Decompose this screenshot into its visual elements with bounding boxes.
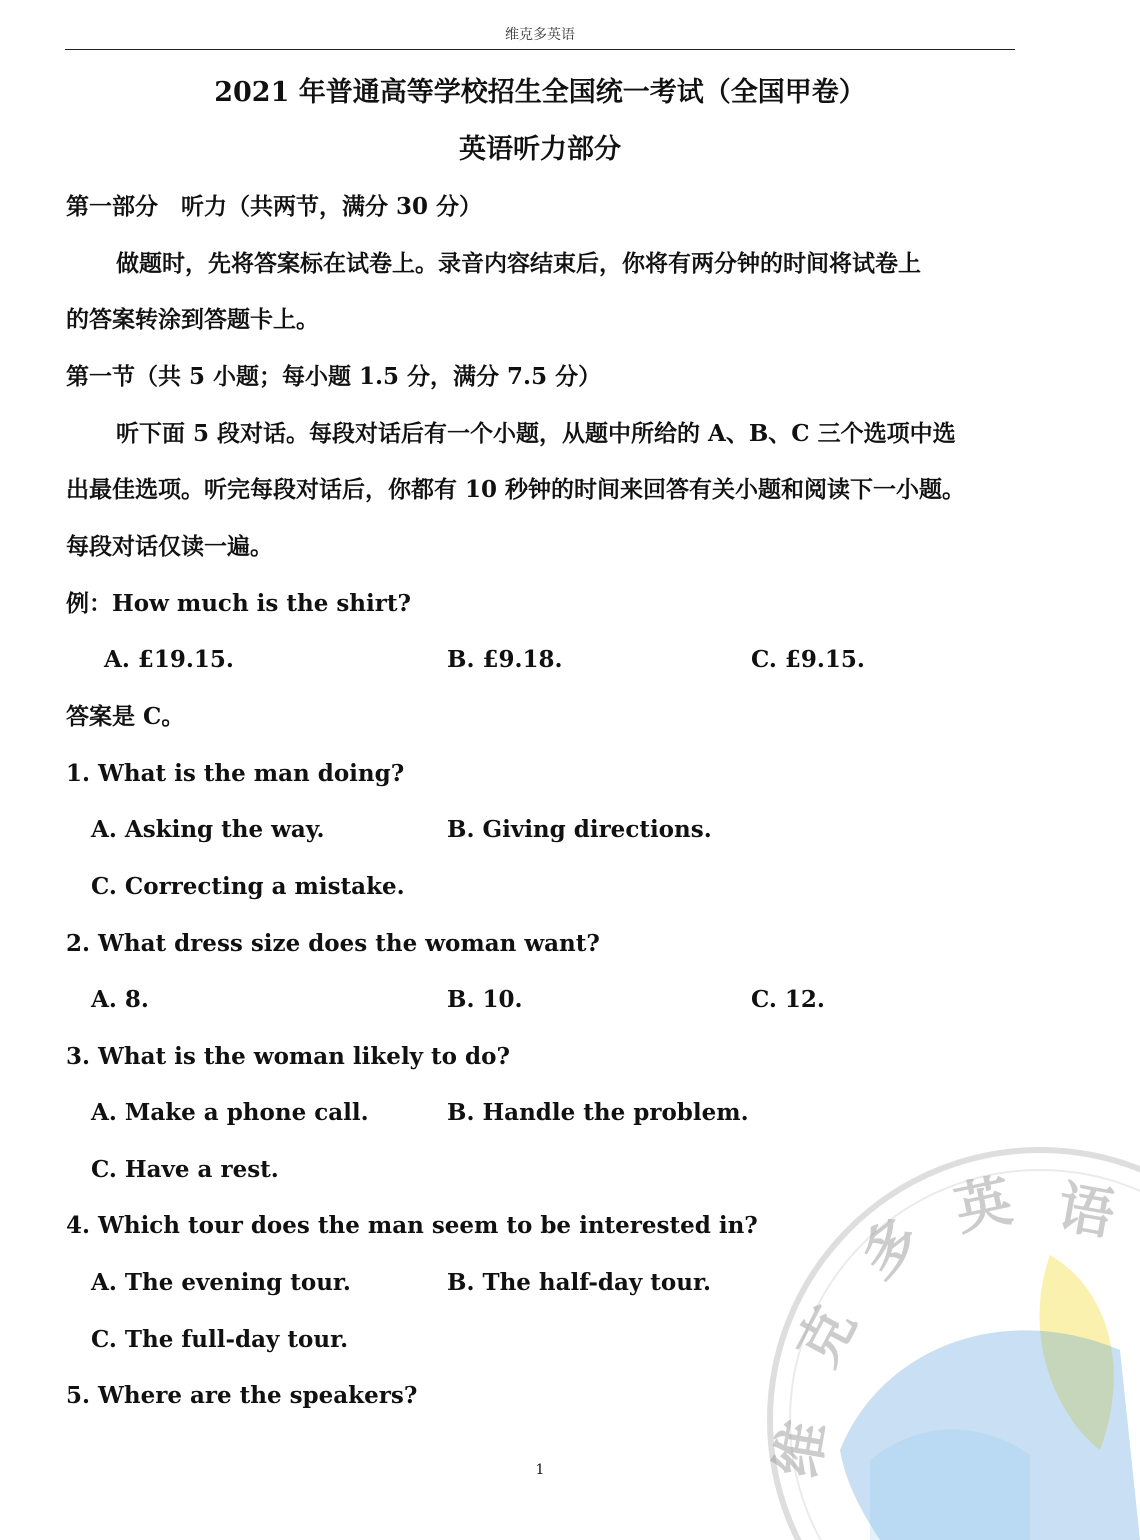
watermark-book-icon — [870, 1429, 1030, 1540]
section1-heading: 第一节（共 5 小题；每小题 1.5 分，满分 7.5 分） — [66, 363, 602, 390]
example-option-c: C. £9.15. — [751, 646, 865, 673]
question-3-option-c: C. Have a rest. — [91, 1156, 279, 1183]
exam-subtitle: 英语听力部分 — [459, 134, 621, 165]
watermark-char-4: 英 — [949, 1167, 1018, 1244]
part1-instruction-line2: 的答案转涂到答题卡上。 — [66, 306, 319, 333]
question-1-option-a: A. Asking the way. — [91, 816, 325, 843]
question-2-option-b: B. 10. — [447, 986, 523, 1013]
question-3: 3. What is the woman likely to do? — [66, 1043, 510, 1070]
question-3-option-a: A. Make a phone call. — [91, 1099, 369, 1126]
question-4: 4. Which tour does the man seem to be interested in? — [66, 1212, 758, 1239]
section1-instruction-line1: 听下面 5 段对话。每段对话后有一个小题，从题中所给的 A、B、C 三个选项中选 — [116, 420, 956, 447]
question-3-option-b: B. Handle the problem. — [447, 1099, 749, 1126]
watermark-char-5: 语 — [1052, 1173, 1120, 1249]
question-2-option-a: A. 8. — [91, 986, 149, 1013]
question-5: 5. Where are the speakers? — [66, 1382, 418, 1409]
example-question: 例：How much is the shirt? — [66, 590, 411, 617]
question-2: 2. What dress size does the woman want? — [66, 930, 600, 957]
part1-instruction-line1: 做题时，先将答案标在试卷上。录音内容结束后，你将有两分钟的时间将试卷上 — [116, 250, 921, 277]
question-4-option-b: B. The half-day tour. — [447, 1269, 711, 1296]
section1-instruction-line3: 每段对话仅读一遍。 — [66, 533, 273, 560]
watermark-logo — [720, 1120, 1140, 1540]
watermark-char-3: 多 — [847, 1204, 933, 1292]
question-2-option-c: C. 12. — [751, 986, 825, 1013]
watermark-char-2: 克 — [784, 1296, 869, 1377]
question-1-option-b: B. Giving directions. — [447, 816, 712, 843]
section1-instruction-line2: 出最佳选项。听完每段对话后，你都有 10 秒钟的时间来回答有关小题和阅读下一小题。 — [66, 476, 966, 503]
example-option-a: A. £19.15. — [104, 646, 234, 673]
exam-title: 2021 年普通高等学校招生全国统一考试（全国甲卷） — [214, 77, 866, 108]
page-header: 维克多英语 — [65, 22, 1015, 50]
example-option-b: B. £9.18. — [447, 646, 563, 673]
part1-heading: 第一部分 听力（共两节，满分 30 分） — [66, 193, 483, 220]
question-4-option-a: A. The evening tour. — [91, 1269, 351, 1296]
question-4-option-c: C. The full-day tour. — [91, 1326, 349, 1353]
example-answer: 答案是 C。 — [66, 703, 185, 730]
question-1-option-c: C. Correcting a mistake. — [91, 873, 405, 900]
page-number: 1 — [535, 1462, 545, 1478]
watermark-char-1: 维 — [763, 1415, 839, 1483]
question-1: 1. What is the man doing? — [66, 760, 405, 787]
